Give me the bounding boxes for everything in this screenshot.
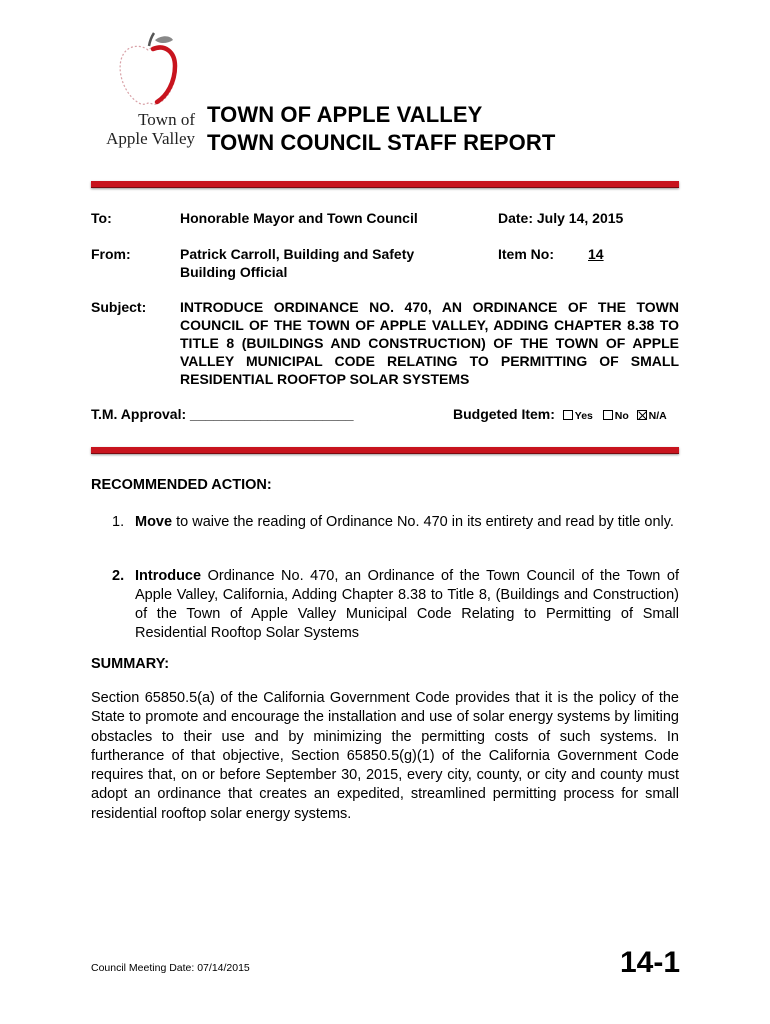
report-date: Date: July 14, 2015 [498,210,624,226]
footer-meeting-date: Council Meeting Date: 07/14/2015 [91,962,250,974]
option-na-label: N/A [648,410,667,422]
summary-paragraph: Section 65850.5(a) of the California Government Code provides that it is the policy of the State to promote and encourage the installation and use of solar energy systems by limiting obstacles to their use and by minimizing the permitting costs of such systems. In furtherance of that objective, Section 65850.5(g)(1) of the California Government Code requires that, on or before September 30, 2015, every city, county, or city and county must adopt an ordinance that creates an expedited, streamlined permitting process for small residential rooftop solar energy systems. [91,690,679,822]
to-value: Honorable Mayor and Town Council [180,210,418,226]
from-line-2: Building Official [180,264,288,280]
checkbox-na-checked[interactable] [637,410,647,420]
town-logo [95,32,207,150]
item-1-text: to waive the reading of Ordinance No. 470 in its entirety and read by title only. [172,514,674,530]
budgeted-item-label: Budgeted Item: [453,406,555,422]
memo-divider [91,447,679,454]
recommended-item-1 [135,513,679,532]
item-2-text: Ordinance No. 470, an Ordinance of the Town Council of the Town of Apple Valley, California, Adding Chapter 8.38 to Title 8, (Buildings and Construction) of the Town of Apple Valley Municipal Code Relating to Permitting of Small Residential Rooftop Solar Systems [135,568,679,641]
report-title-line-2: TOWN COUNCIL STAFF REPORT [207,130,556,155]
from-label: From: [91,246,131,262]
item-2-number: 2. [112,568,125,584]
subject-text: INTRODUCE ORDINANCE NO. 470, AN ORDINANCE OF THE TOWN COUNCIL OF THE TOWN OF APPLE VALLEY, ADDING CHAPTER 8.38 TO TITLE 8 (BUILDINGS AND CONSTRUCTION) OF THE TOWN OF APPLE VALLEY MUNICIPAL CODE RELATING TO PERMITTING OF SMALL RESIDENTIAL ROOFTOP SOLAR SYSTEMS [180,299,679,387]
tm-approval: T.M. Approval: _____________________ [91,406,354,422]
to-label: To: [91,210,112,226]
budgeted-item [453,405,667,425]
item-1-verb: Move [135,514,173,530]
option-yes-label: Yes [574,410,593,422]
option-no-label: No [614,410,629,422]
subject-label: Subject: [91,299,147,315]
item-number: 14 [588,246,604,262]
apple-icon [113,32,183,108]
item-1-number: 1. [112,514,125,530]
report-title-line-1: TOWN OF APPLE VALLEY [207,102,483,127]
logo-line-1: Town of [138,110,195,129]
checkbox-no[interactable] [603,410,613,420]
checkbox-yes[interactable] [563,410,573,420]
item-2-verb: Introduce [135,568,202,584]
recommended-item-2 [135,567,679,643]
item-label: Item No: [498,246,554,262]
page-id: 14-1 [620,946,681,979]
recommended-heading: RECOMMENDED ACTION: [91,477,272,493]
from-value [180,245,414,281]
header-divider [91,181,679,188]
summary-heading: SUMMARY: [91,656,170,672]
logo-line-2: Apple Valley [106,129,195,148]
from-line-1: Patrick Carroll, Building and Safety [180,246,415,262]
logo-text [95,110,195,148]
